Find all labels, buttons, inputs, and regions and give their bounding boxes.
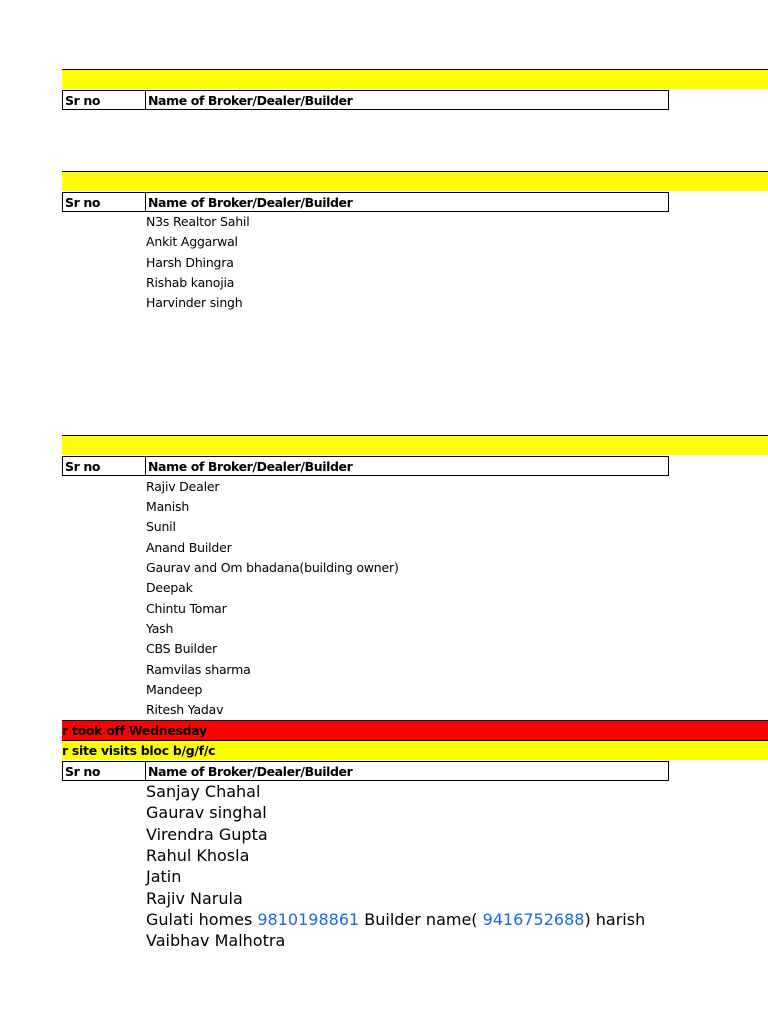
- section-3-header-row: [62, 456, 669, 476]
- list-item: CBS Builder: [146, 641, 217, 656]
- list-item: N3s Realtor Sahil: [146, 214, 250, 229]
- list-item: Sunil: [146, 519, 176, 534]
- list-item: Mandeep: [146, 682, 203, 697]
- gulati-homes-row: [146, 910, 645, 929]
- yellow-banner: [62, 740, 768, 760]
- sr-no-header: Sr no: [65, 195, 101, 210]
- sr-no-header: Sr no: [65, 93, 101, 108]
- list-item: Harsh Dhingra: [146, 255, 234, 270]
- list-item: Rahul Khosla: [146, 846, 250, 865]
- list-item: Harvinder singh: [146, 295, 243, 310]
- list-item: Ritesh Yadav: [146, 702, 224, 717]
- list-item: Sanjay Chahal: [146, 782, 261, 801]
- list-item: Deepak: [146, 580, 193, 595]
- section-4-header-row: [62, 761, 669, 781]
- name-header: Name of Broker/Dealer/Builder: [148, 93, 353, 108]
- list-item: Vaibhav Malhotra: [146, 931, 286, 950]
- sr-no-header-cell: [63, 91, 146, 109]
- list-item: Ramvilas sharma: [146, 662, 251, 677]
- list-item: Rajiv Narula: [146, 889, 243, 908]
- sr-no-header: Sr no: [65, 764, 101, 779]
- phone-link-2[interactable]: 9416752688: [482, 910, 585, 929]
- sr-no-header: Sr no: [65, 459, 101, 474]
- name-header-cell: [146, 762, 668, 780]
- list-item: Rajiv Dealer: [146, 479, 220, 494]
- gulati-suffix: ) harish: [584, 910, 646, 929]
- list-item: Jatin: [146, 867, 182, 886]
- sr-no-header-cell: [63, 762, 146, 780]
- name-header-cell: [146, 91, 668, 109]
- list-item: Anand Builder: [146, 540, 232, 555]
- list-item: Manish: [146, 499, 190, 514]
- section-3-yellow-band: [62, 435, 768, 455]
- sr-no-header-cell: [63, 193, 146, 211]
- section-2-header-row: [62, 192, 669, 212]
- red-banner-text: r took off Wednesday: [62, 723, 207, 738]
- list-item: Virendra Gupta: [146, 825, 268, 844]
- list-item: Chintu Tomar: [146, 601, 227, 616]
- list-item: Rishab kanojia: [146, 275, 235, 290]
- name-header-cell: [146, 457, 668, 475]
- list-item: Yash: [146, 621, 174, 636]
- name-header: Name of Broker/Dealer/Builder: [148, 764, 353, 779]
- red-banner: [62, 720, 768, 740]
- name-header-cell: [146, 193, 668, 211]
- builder-name-label: Builder name(: [359, 910, 483, 929]
- sr-no-header-cell: [63, 457, 146, 475]
- gulati-prefix: Gulati homes: [146, 910, 258, 929]
- name-header: Name of Broker/Dealer/Builder: [148, 195, 353, 210]
- list-item: Gaurav singhal: [146, 803, 267, 822]
- yellow-banner-text: r site visits bloc b/g/f/c: [62, 743, 216, 758]
- phone-link-1[interactable]: 9810198861: [257, 910, 360, 929]
- section-1-yellow-band: [62, 69, 768, 89]
- name-header: Name of Broker/Dealer/Builder: [148, 459, 353, 474]
- section-1-header-row: [62, 90, 669, 110]
- list-item: Gaurav and Om bhadana(building owner): [146, 560, 399, 575]
- list-item: Ankit Aggarwal: [146, 234, 238, 249]
- section-2-yellow-band: [62, 171, 768, 191]
